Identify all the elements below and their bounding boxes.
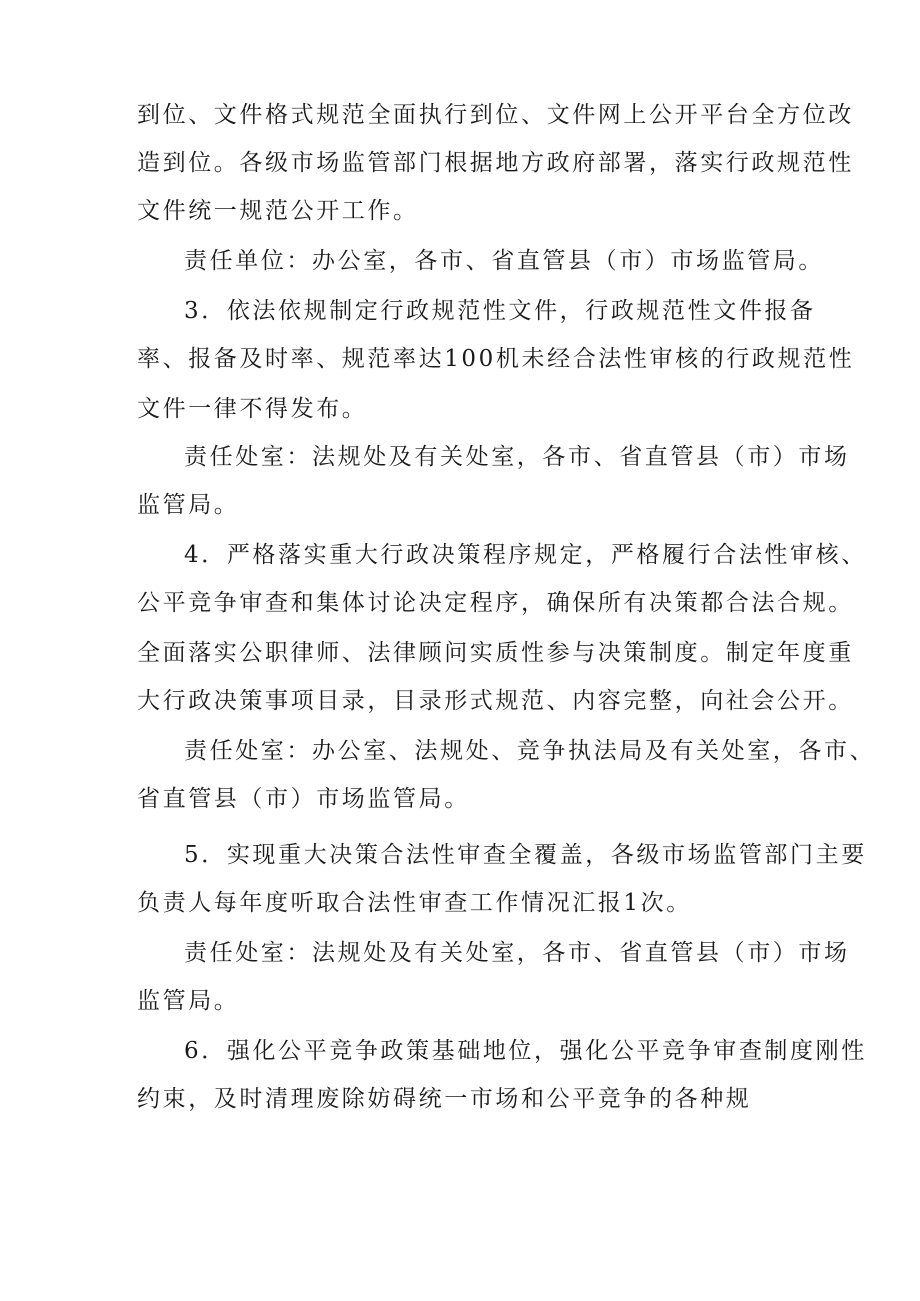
text-line: 监管局。: [137, 988, 240, 1014]
text-line: 5．实现重大决策合法性审查全覆盖，各级市场监管部门主要: [184, 842, 867, 868]
text-line: 省直管县（市）市场监管局。: [137, 786, 470, 812]
text-line: 4．严格落实重大行政决策程序规定，严格履行合法性审核、: [184, 542, 867, 568]
text-line: 约束，及时清理废除妨碍统一市场和公平竞争的各种规: [137, 1086, 752, 1112]
text-line: 造到位。各级市场监管部门根据地方政府部署，落实行政规范性: [137, 150, 854, 176]
text-line: 文件统一规范公开工作。: [137, 198, 419, 224]
text-line: 3．依法依规制定行政规范性文件，行政规范性文件报备: [184, 298, 816, 324]
text-line: 责任处室：法规处及有关处室，各市、省直管县（市）市场: [184, 940, 850, 966]
text-line: 率、报备及时率、规范率达100机未经合法性审核的行政规范性: [137, 346, 855, 372]
text-line: 文件一律不得发布。: [137, 396, 368, 422]
text-line: 负责人每年度听取合法性审查工作情况汇报1次。: [137, 890, 692, 916]
text-line: 责任处室：办公室、法规处、竞争执法局及有关处室，各市、: [184, 738, 876, 764]
text-line: 责任单位：办公室，各市、省直管县（市）市场监管局。: [184, 248, 824, 274]
text-line: 责任处室：法规处及有关处室，各市、省直管县（市）市场: [184, 444, 850, 470]
text-line: 到位、文件格式规范全面执行到位、文件网上公开平台全方位改: [137, 102, 854, 128]
text-line: 全面落实公职律师、法律顾问实质性参与决策制度。制定年度重: [137, 640, 854, 666]
text-line: 6．强化公平竞争政策基础地位，强化公平竞争审查制度刚性: [184, 1038, 867, 1064]
text-line: 监管局。: [137, 492, 240, 518]
text-line: 大行政决策事项目录，目录形式规范、内容完整，向社会公开。: [137, 688, 854, 714]
text-line: 公平竞争审查和集体讨论决定程序，确保所有决策都合法合规。: [137, 590, 854, 616]
